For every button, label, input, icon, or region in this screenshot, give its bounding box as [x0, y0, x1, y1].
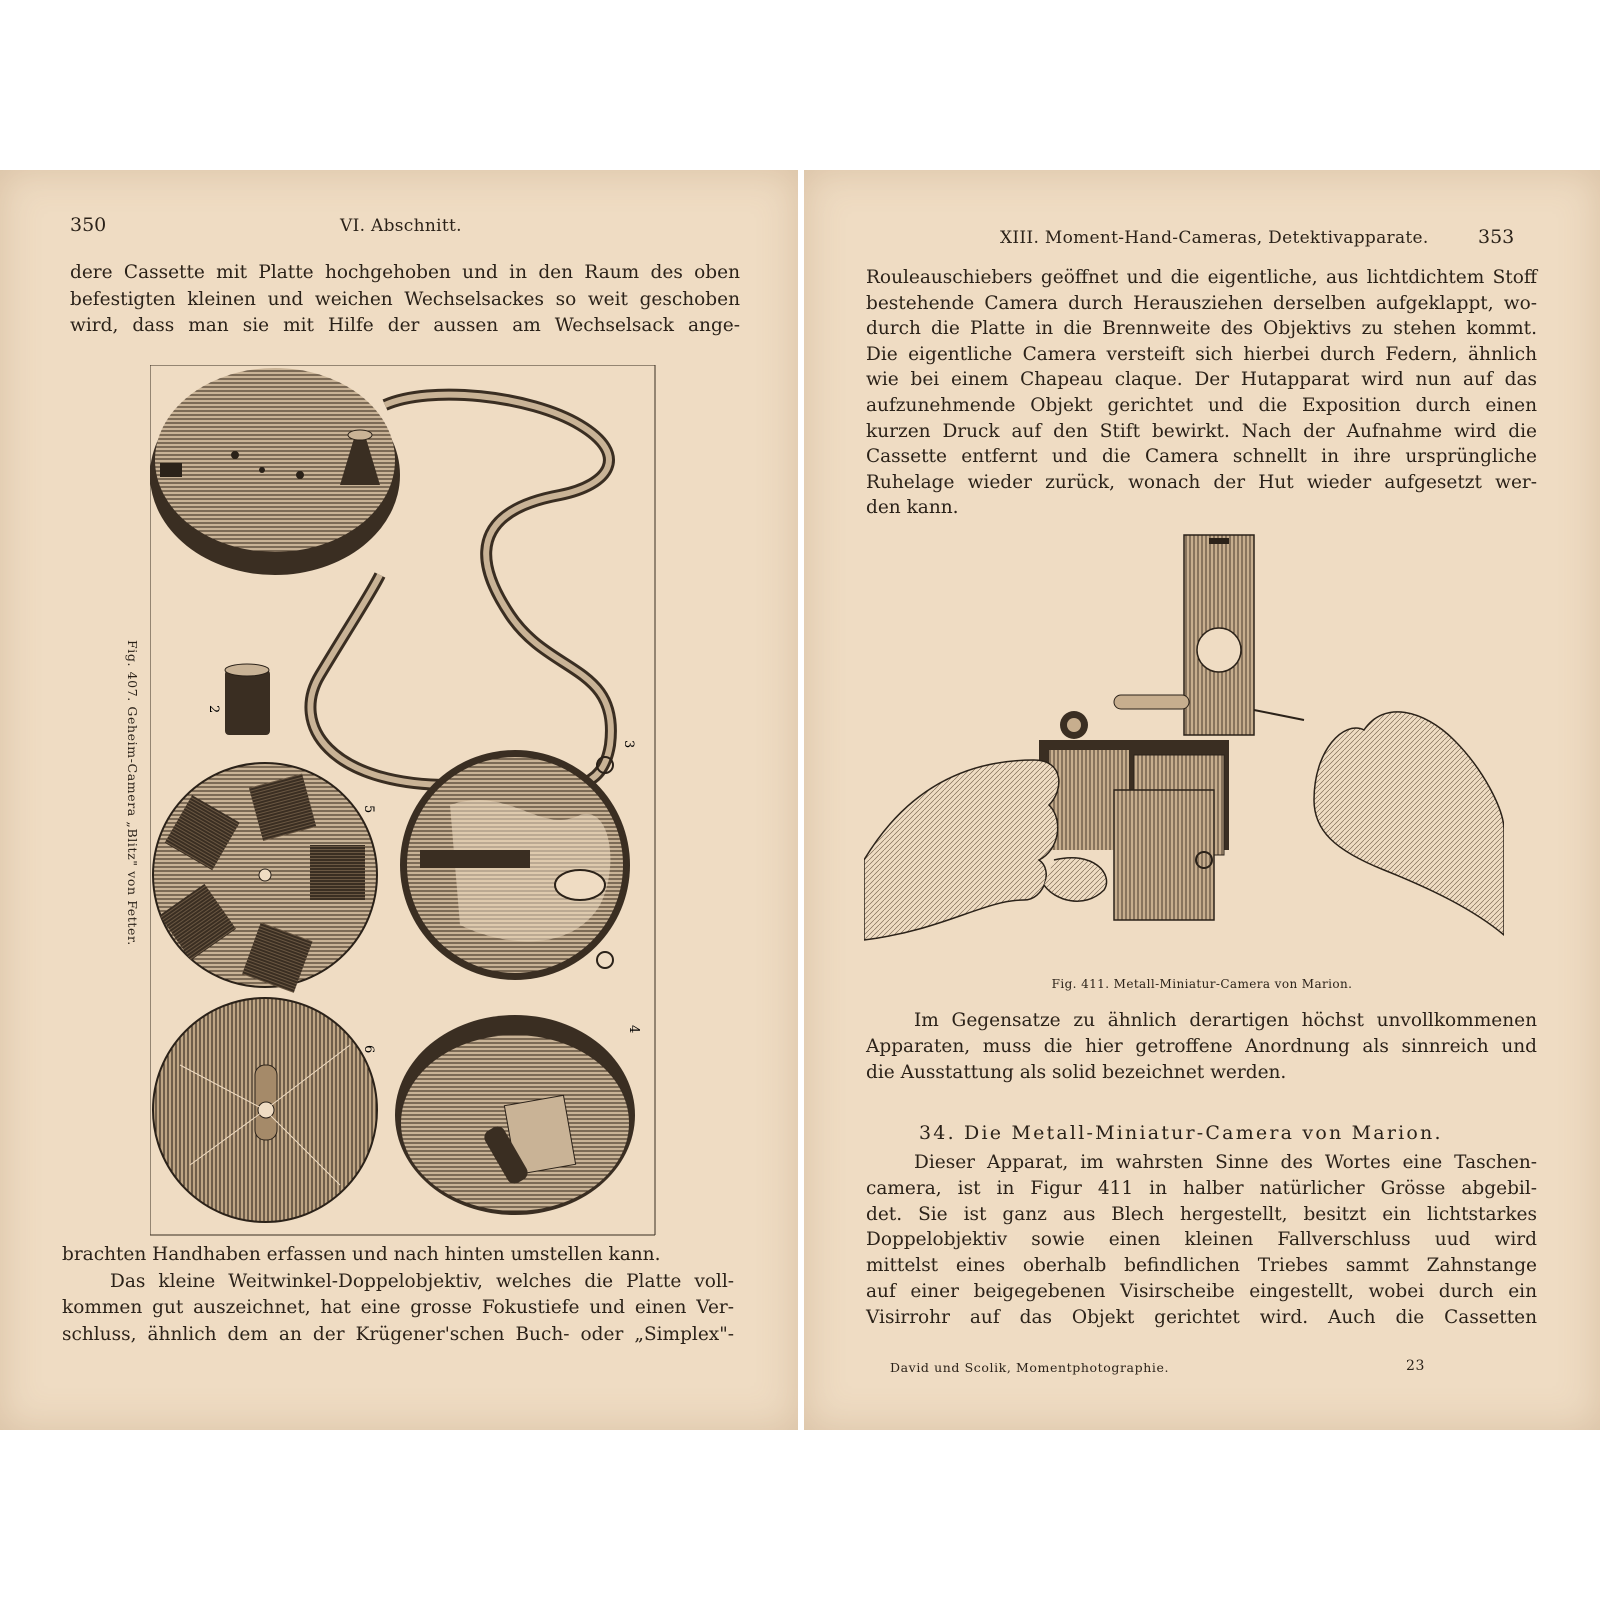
figure-caption: Fig. 407. Geheim-Camera „Blitz" von Fetter.: [125, 640, 140, 946]
figure-number: 2: [206, 705, 221, 714]
text-line: Im Gegensatze zu ähnlich derartigen höchst unvollkommenen: [914, 1010, 1537, 1031]
page-number: 350: [70, 214, 107, 236]
text-line: dere Cassette mit Platte hochgehoben und in den Raum des oben: [70, 262, 740, 283]
left-top-paragraph: [70, 260, 740, 340]
left-bottom-paragraph: [62, 1242, 734, 1348]
text-line: Dieser Apparat, im wahrsten Sinne des Wortes eine Taschen-: [914, 1152, 1537, 1173]
text-line: die Ausstattung als solid bezeichnet werden.: [866, 1062, 1287, 1083]
figure-caption: Fig. 411. Metall-Miniatur-Camera von Marion.: [1051, 977, 1353, 991]
text-line: brachten Handhaben erfassen und nach hinten umstellen kann.: [62, 1244, 661, 1265]
text-line: Visirrohr auf das Objekt gerichtet wird. Auch die Cassetten: [866, 1306, 1537, 1328]
text-line: aufzunehmende Objekt gerichtet und die Exposition durch einen: [866, 394, 1537, 416]
text-line: befestigten kleinen und weichen Wechselsackes so weit geschoben: [70, 288, 740, 310]
text-line: Cassette entfernt und die Camera schnellt in ihre ursprüngliche: [866, 446, 1537, 468]
text-line: durch die Platte in die Brennweite des Objektivs zu stehen kommt.: [866, 318, 1537, 340]
text-line: det. Sie ist ganz aus Blech hergestellt, besitzt ein lichtstarkes: [866, 1203, 1537, 1225]
right-middle-paragraph: [866, 1008, 1537, 1086]
text-line: mittelst eines oberhalb befindlichen Triebes sammt Zahnstange: [866, 1255, 1537, 1277]
text-line: camera, ist in Figur 411 in halber natürlicher Grösse abgebil-: [866, 1177, 1537, 1199]
text-line: Rouleauschiebers geöffnet und die eigentliche, aus lichtdichtem Stoff: [866, 267, 1537, 288]
signature-mark: 23: [1406, 1358, 1426, 1374]
text-line: wie bei einem Chapeau claque. Der Hutapparat wird nun auf das: [866, 369, 1537, 391]
figure-number: 3: [621, 740, 636, 749]
text-line: Das kleine Weitwinkel-Doppelobjektiv, welches die Platte voll-: [110, 1270, 734, 1292]
right-page: [804, 170, 1600, 1430]
right-top-paragraph: [866, 265, 1537, 521]
text-line: bestehende Camera durch Herausziehen derselben aufgeklappt, wo-: [866, 292, 1537, 314]
figure-411-marion-camera: [864, 530, 1504, 960]
figure-407-geheim-camera: [150, 365, 670, 1240]
text-line: kommen gut auszeichnet, hat eine grosse Fokustiefe und einen Ver-: [62, 1297, 734, 1318]
page-number: 353: [1478, 226, 1515, 248]
figure-number: 4: [626, 1025, 641, 1034]
text-line: kurzen Druck auf den Stift bewirkt. Nach der Aufnahme wird die: [866, 420, 1537, 442]
text-line: auf einer beigegebenen Visirscheibe eingestellt, wobei durch ein: [866, 1280, 1537, 1302]
footer-credit: David und Scolik, Momentphotographie.: [890, 1360, 1170, 1375]
figure-number: 5: [361, 805, 376, 814]
section-heading: 34. Die Metall-Miniatur-Camera von Marion.: [919, 1122, 1443, 1144]
left-page: [0, 170, 798, 1430]
text-line: den kann.: [866, 497, 959, 519]
running-head: XIII. Moment-Hand-Cameras, Detektivapparate.: [1000, 228, 1429, 248]
text-line: schluss, ähnlich dem an der Krügener'schen Buch- oder „Simplex"-: [62, 1323, 734, 1345]
running-head: VI. Abschnitt.: [340, 216, 462, 236]
text-line: Ruhelage wieder zurück, wonach der Hut wieder aufgesetzt wer-: [866, 471, 1537, 493]
text-line: Apparaten, muss die hier getroffene Anordnung als sinnreich und: [866, 1036, 1537, 1057]
right-bottom-paragraph: [866, 1150, 1537, 1331]
text-line: Die eigentliche Camera versteift sich hierbei durch Federn, ähnlich: [866, 343, 1537, 365]
figure-number: 6: [361, 1045, 376, 1054]
text-line: Doppelobjektiv sowie einen kleinen Fallverschluss uud wird: [866, 1229, 1537, 1251]
text-line: wird, dass man sie mit Hilfe der aussen am Wechselsack ange-: [70, 315, 740, 336]
